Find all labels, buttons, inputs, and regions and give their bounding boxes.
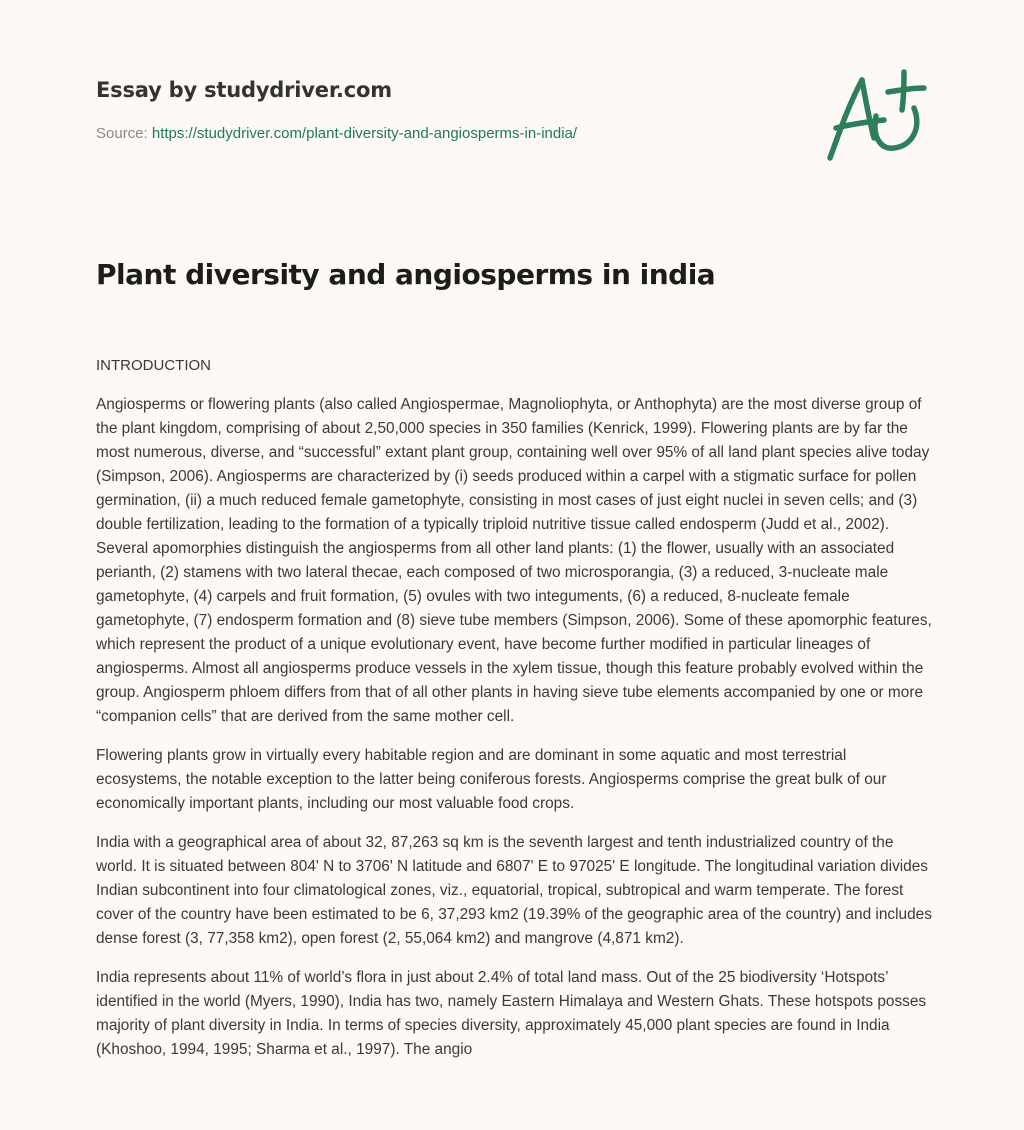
article-body <box>96 356 932 1077</box>
paragraph: India represents about 11% of world’s flora in just about 2.4% of total land mass. Out of the 25 biodiversity ‘Hotspots’ identified in the world (Myers, 1990), India has two, namely Eastern Himalaya and Western Ghats. These hotspots posses majority of plant diversity in India. In terms of species diversity, approximately 45,000 plant species are found in India (Khoshoo, 1994, 1995; Sharma et al., 1997). The angio <box>96 969 927 1058</box>
source-link[interactable]: https://studydriver.com/plant-diversity-and-angiosperms-in-india/ <box>151 125 578 142</box>
source-line <box>96 124 796 144</box>
brand-title: Essay by studydriver.com <box>96 78 392 102</box>
section-heading: INTRODUCTION <box>96 357 211 374</box>
paragraph: India with a geographical area of about 32, 87,263 sq km is the seventh largest and tenth industrialized country of the world. It is situated between 804' N to 3706' N latitude and 6807' E to 97025' E longitude. The longitudinal variation divides Indian subcontinent into four climatological zones, viz., equatorial, tropical, subtropical and warm temperate. The forest cover of the country have been estimated to be 6, 37,293 km2 (19.39% of the geographic area of the country) and includes dense forest (3, 77,358 km2), open forest (2, 55,064 km2) and mangrove (4,871 km2). <box>96 834 932 947</box>
paragraph: Angiosperms or flowering plants (also called Angiospermae, Magnoliophyta, or Anthophyta) are the most diverse group of the plant kingdom, comprising of about 2,50,000 species in 350 families (Kenrick, 1999). Flowering plants are by far the most numerous, diverse, and “successful” extant plant group, containing well over 95% of all land plant species alive today (Simpson, 2006). Angiosperms are characterized by (i) seeds produced within a carpel with a stigmatic surface for pollen germination, (ii) a much reduced female gametophyte, consisting in most cases of just eight nuclei in seven cells; and (3) double fertilization, leading to the formation of a typically triploid nutritive tissue called endosperm (Judd et al., 2002). Several apomorphies distinguish the angiosperms from all other land plants: (1) the flower, usually with an associated perianth, (2) stamens with two lateral thecae, each composed of two microsporangia, (3) a reduced, 3-nucleate male gametophyte, (4) carpels and fruit formation, (5) ovules with two integuments, (6) a reduced, 8-nucleate female gametophyte, (7) endosperm formation and (8) sieve tube members (Simpson, 2006). Some of these apomorphic features, which represent the product of a unique evolutionary event, have become further modified in particular lineages of angiosperms. Almost all angiosperms produce vessels in the xylem tissue, though this feature probably evolved within the group. Angiosperm phloem differs from that of all other plants in having sieve tube elements accompanied by one or more “companion cells” that are derived from the same mother cell. <box>96 396 932 725</box>
a-plus-grade-icon <box>822 66 932 166</box>
paragraph: Flowering plants grow in virtually every habitable region and are dominant in some aquatic and most terrestrial ecosystems, the notable exception to the latter being coniferous forests. Angiosperms comprise the great bulk of our economically important plants, including our most valuable food crops. <box>96 747 887 812</box>
source-label: Source: <box>96 125 148 142</box>
article-title: Plant diversity and angiosperms in india <box>96 258 716 291</box>
page-header <box>96 76 796 144</box>
